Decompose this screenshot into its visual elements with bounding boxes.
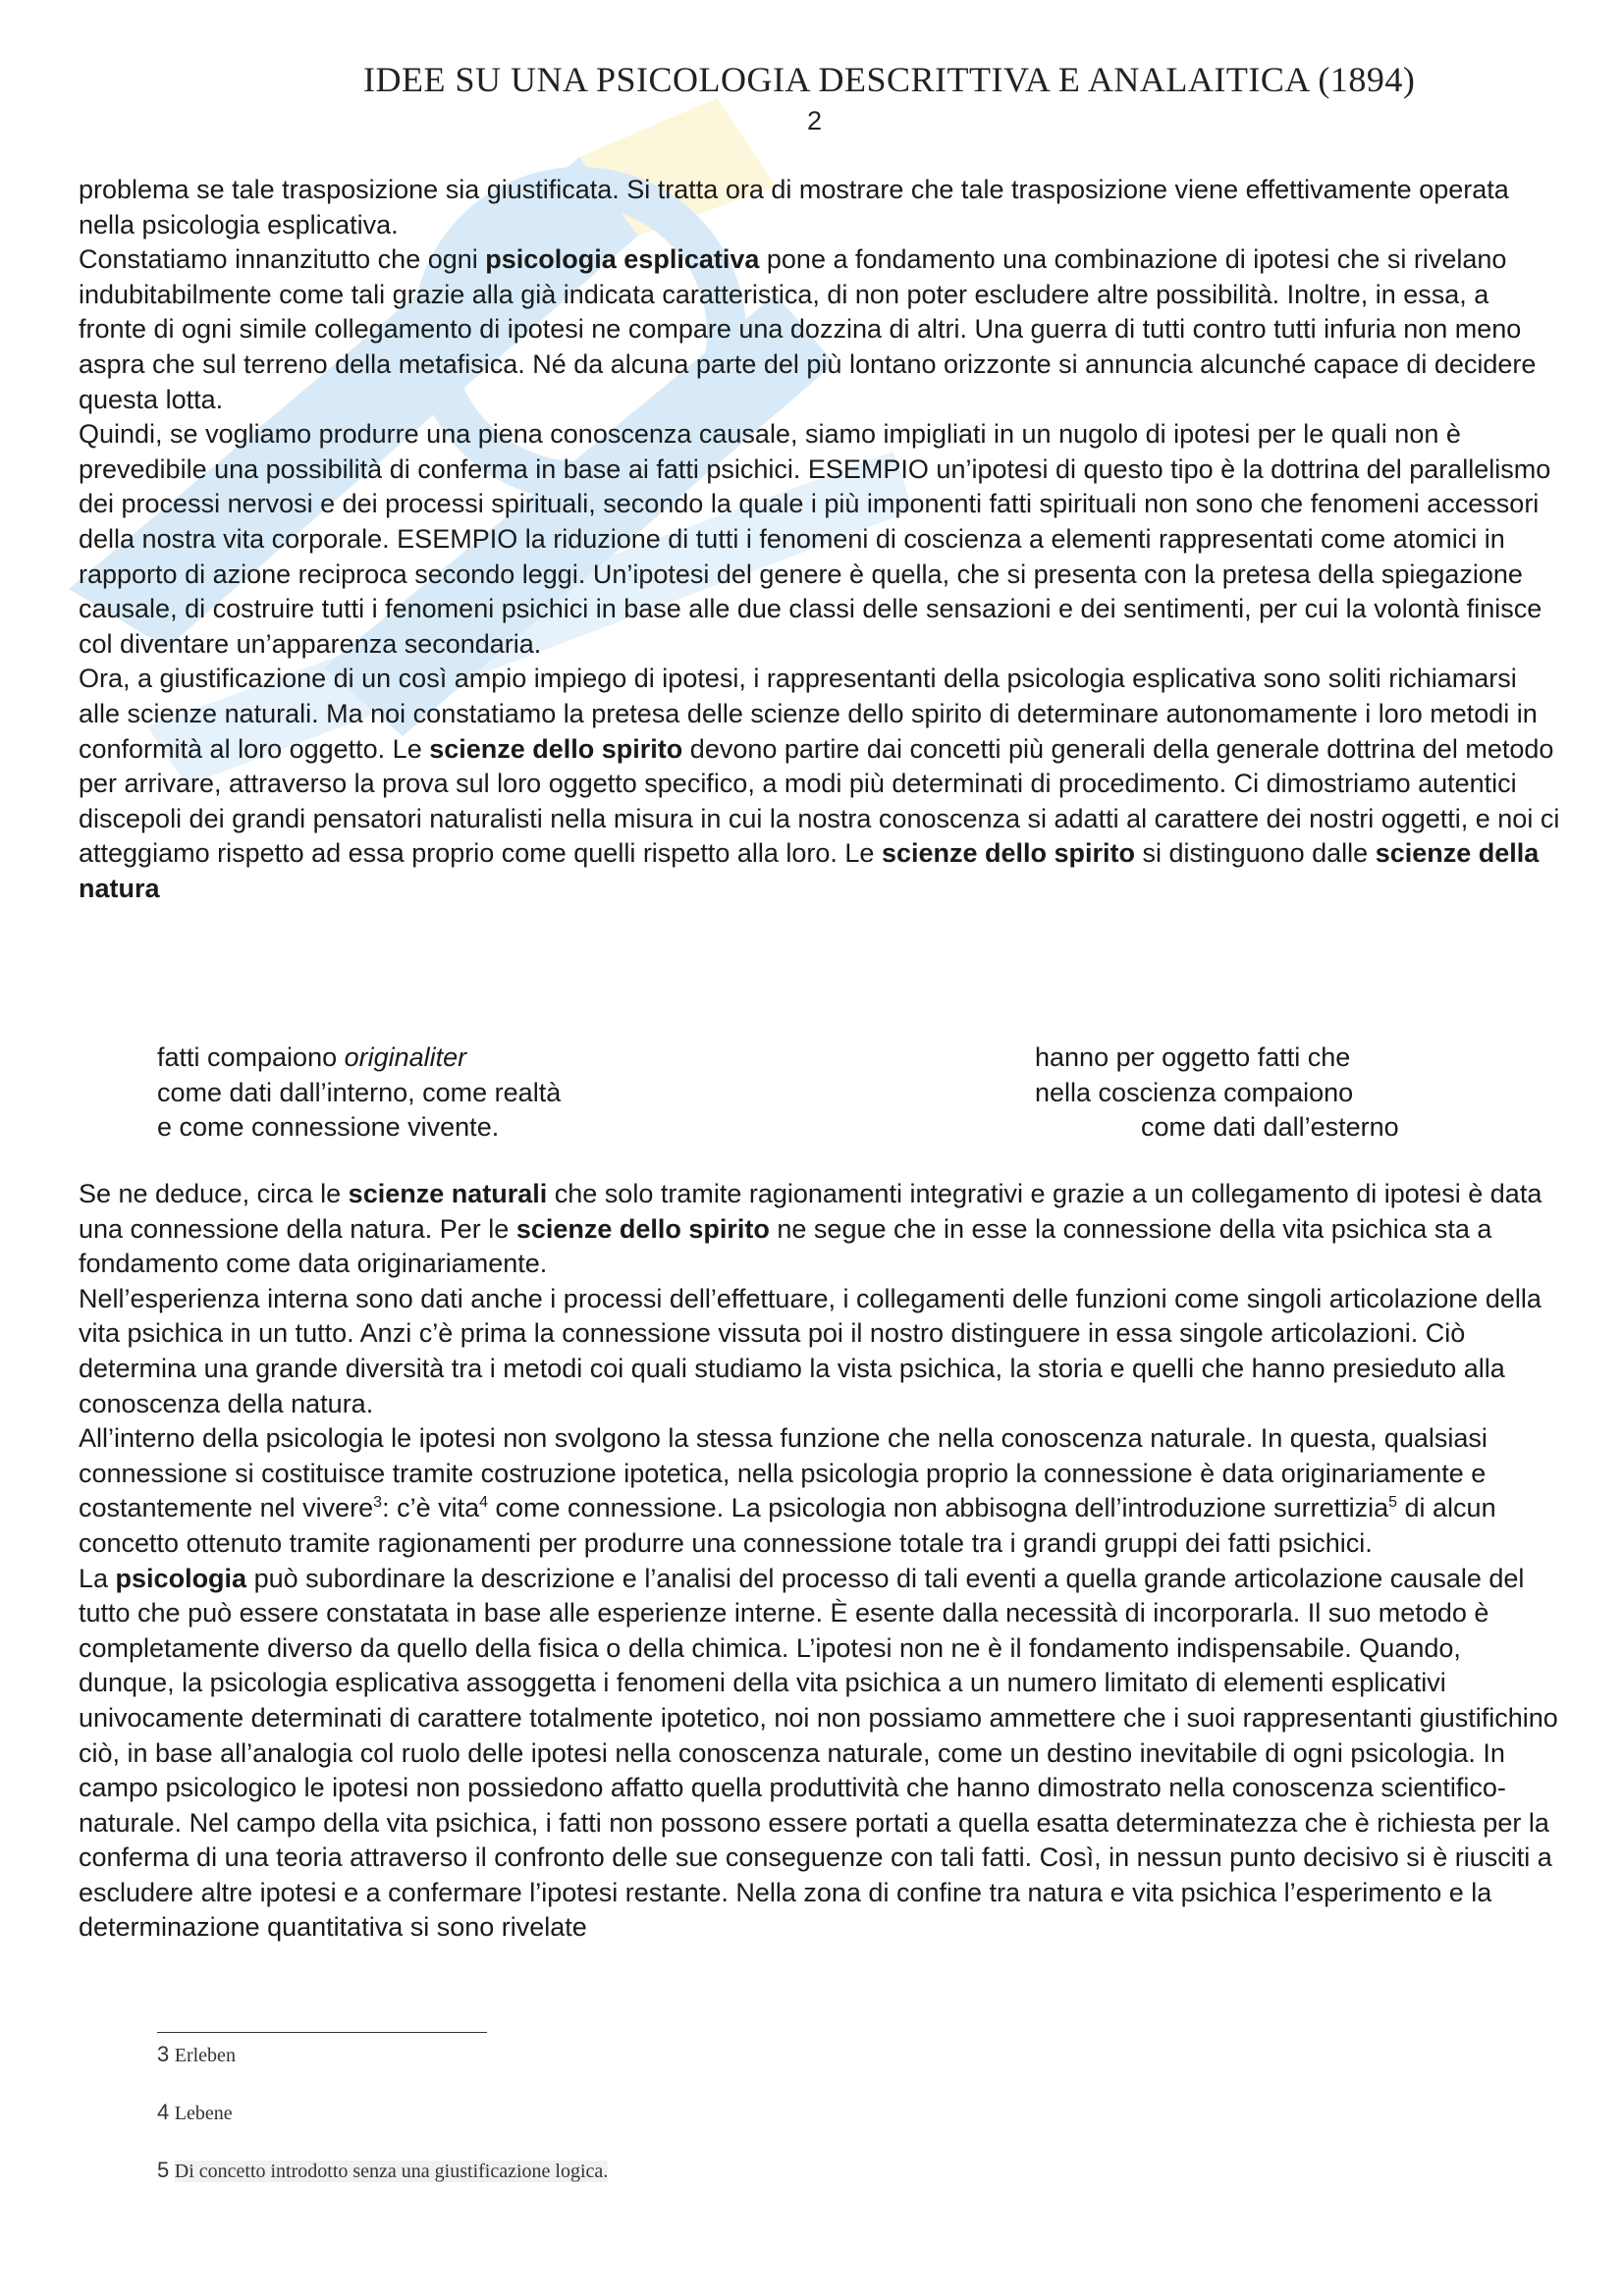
footnotes (157, 2042, 608, 2216)
paragraph (79, 1421, 1563, 1561)
comparison-left-column (157, 1041, 746, 1146)
text-run: ne segue che in esse la connessione della vita psichica sta a fondamento come data originariamente. (79, 1213, 1492, 1279)
text-run: Se ne deduce, circa le (79, 1179, 349, 1208)
main-text-block-bottom (79, 1177, 1563, 1946)
footnote-number: 4 (157, 2100, 170, 2124)
footnote-ref[interactable]: 4 (479, 1494, 489, 1512)
text-run: La (79, 1563, 116, 1593)
paragraph (79, 662, 1563, 906)
text-run: pone a fondamento una combinazione di ipotesi che si rivelano indubitabilmente come tali grazie alla già indicata caratteristica, di non poter escludere altre possibilità. Inoltre, in essa, a fronte di ogni simile collegamento di ipotesi ne compare una dozzina di altri. Una guerra di tutti contro tutti infuria non meno aspra che sul terreno della metafisica. Né da alcuna parte del più lontano orizzonte si annuncia alcunché capace di decidere questa lotta. (79, 244, 1537, 414)
comparison-line: hanno per oggetto fatti che (1035, 1042, 1351, 1072)
text-run: che solo tramite ragionamenti integrativi e grazie a un collegamento di ipotesi è data una connessione della natura. Per le (79, 1179, 1542, 1244)
text-run: Ora, a giustificazione di un così ampio impiego di ipotesi, i rappresentanti della psicologia esplicativa sono soliti richiamarsi alle scienze naturali. Ma noi constatiamo la pretesa delle scienze dello spirito di determinare autonomamente i loro metodi in conformità al loro oggetto. Le (79, 664, 1538, 764)
bold-term: scienze naturali (348, 1179, 548, 1208)
bold-term: psicologia (115, 1563, 247, 1593)
comparison-line: nella coscienza compaiono (1035, 1077, 1354, 1107)
bold-term: scienze dello spirito (429, 733, 683, 764)
bold-term: scienze della natura (79, 838, 1540, 903)
footnote-ref[interactable]: 3 (373, 1494, 383, 1512)
text-run: Quindi, se vogliamo produrre una piena conoscenza causale, siamo impigliati in un nugolo di ipotesi per le quali non è prevedibile una possibilità di conferma in base ai fatti psichici. ESEMPIO un’ipotesi di questo tipo è la dottrina del parallelismo dei processi nervosi e dei processi spirituali, secondo la quale i più imponenti fatti spirituali non sono che fenomeni accessori della nostra vita corporale. ESEMPIO la riduzione di tutti i fenomeni di coscienza a elementi rappresentati come atomici in rapporto di azione reciproca secondo leggi. Un’ipotesi del genere è quella, che si presenta con la pretesa della spiegazione causale, di costruire tutti i fenomeni psichici in base alle due classi delle sensazioni e dei sentimenti, per cui la volontà finisce col diventare un’apparenza secondaria. (79, 419, 1551, 659)
paragraph (79, 1282, 1563, 1421)
comparison-line (157, 1041, 746, 1076)
text-run: come connessione. La psicologia non abbisogna dell’introduzione surrettizia (488, 1493, 1389, 1523)
footnote-separator (157, 2032, 487, 2033)
comparison-line: e come connessione vivente. (157, 1112, 500, 1143)
bold-term: scienze dello spirito (515, 1213, 770, 1244)
text-run: Constatiamo innanzitutto che ogni (79, 244, 486, 275)
footnote-text: Di concetto introdotto senza una giustificazione logica. (174, 2161, 609, 2182)
paragraph (79, 417, 1563, 662)
paragraph (79, 1562, 1563, 1947)
footnote-item (157, 2042, 608, 2067)
main-text-block-top (79, 173, 1563, 906)
footnote-text: Erleben (174, 2045, 236, 2066)
footnote-text: Lebene (174, 2103, 233, 2124)
footnote-item (157, 2100, 608, 2125)
footnote-item (157, 2158, 608, 2183)
footnote-number: 5 (157, 2158, 170, 2182)
text-run: fatti compaiono (157, 1042, 345, 1072)
text-run: All’interno della psicologia le ipotesi non svolgono la stessa funzione che nella conoscenza naturale. In questa, qualsiasi connessione si costituisce tramite costruzione ipotetica, nella psicologia proprio la connessione è data originariamente e costantemente nel vivere (79, 1423, 1488, 1523)
footnote-number: 3 (157, 2042, 170, 2066)
page-number: 2 (807, 106, 823, 135)
running-header-title: IDEE SU UNA PSICOLOGIA DESCRITTIVA E ANALAITICA (1894) (363, 60, 1416, 99)
italic-term: originaliter (344, 1042, 467, 1072)
text-run: può subordinare la descrizione e l’analisi del processo di tali eventi a quella grande articolazione causale del tutto che può essere constatata in base alle esperienze interne. È esente dalla necessità di incorporarla. Il suo metodo è completamente diverso da quello della fisica o della chimica. L’ipotesi non ne è il fondamento indispensabile. Quando, dunque, la psicologia esplicativa assoggetta i fenomeni della vita psichica a un numero limitato di elementi esplicativi univocamente determinati di carattere totalmente ipotetico, noi non possiamo ammettere che i suoi rappresentanti giustifichino ciò, in base all’analogia col ruolo delle ipotesi nella conoscenza naturale, come un destino inevitabile di ogni psicologia. In campo psicologico le ipotesi non possiedono affatto quella produttività che hanno dimostrato nella conoscenza scientifico-naturale. Nel campo della vita psichica, i fatti non possono essere portati a quella esatta determinatezza che è richiesta per la conferma di una teoria attraverso il confronto delle sue conseguenze con tali fatti. Così, in nessun punto decisivo si è riusciti a escludere altre ipotesi e a confermare l’ipotesi restante. Nella zona di confine tra natura e vita psichica l’esperimento e la determinazione quantitativa si sono rivelate (79, 1563, 1558, 1943)
comparison-right-column (1035, 1041, 1506, 1146)
bold-term: scienze dello spirito (881, 838, 1136, 869)
paragraph (79, 1177, 1563, 1282)
text-run: di alcun concetto ottenuto tramite ragionamenti per produrre una connessione totale tra i grandi gruppi dei fatti psichici. (79, 1493, 1496, 1558)
paragraph (79, 242, 1563, 417)
footnote-ref[interactable]: 5 (1388, 1494, 1398, 1512)
paragraph (79, 173, 1563, 242)
text-run: : c’è vita (382, 1493, 480, 1523)
comparison-line: come dati dall’esterno (1141, 1112, 1399, 1143)
bold-term: psicologia esplicativa (485, 244, 760, 275)
text-run: Nell’esperienza interna sono dati anche i processi dell’effettuare, i collegamenti delle funzioni come singoli articolazione della vita psichica in un tutto. Anzi c’è prima la connessione vissuta poi il nostro distinguere in essa singole articolazioni. Ciò determina una grande diversità tra i metodi coi quali studiamo la vista psichica, la storia e quelli che hanno presieduto alla conoscenza della natura. (79, 1283, 1542, 1418)
text-run: si distinguono dalle (1135, 838, 1376, 869)
text-run: problema se tale trasposizione sia giustificata. Si tratta ora di mostrare che tale trasposizione viene effettivamente operata nella psicologia esplicativa. (79, 175, 1509, 240)
comparison-line: come dati dall’interno, come realtà (157, 1077, 562, 1107)
text-run: devono partire dai concetti più generali della generale dottrina del metodo per arrivare, attraverso la prova sul loro oggetto specifico, a modi più determinati di procedimento. Ci dimostriamo autentici discepoli dei grandi pensatori naturalisti nella misura in cui la nostra conoscenza si adatti al carattere dei nostri oggetti, e noi ci atteggiamo rispetto ad essa proprio come quelli rispetto alla loro. Le (79, 733, 1560, 869)
